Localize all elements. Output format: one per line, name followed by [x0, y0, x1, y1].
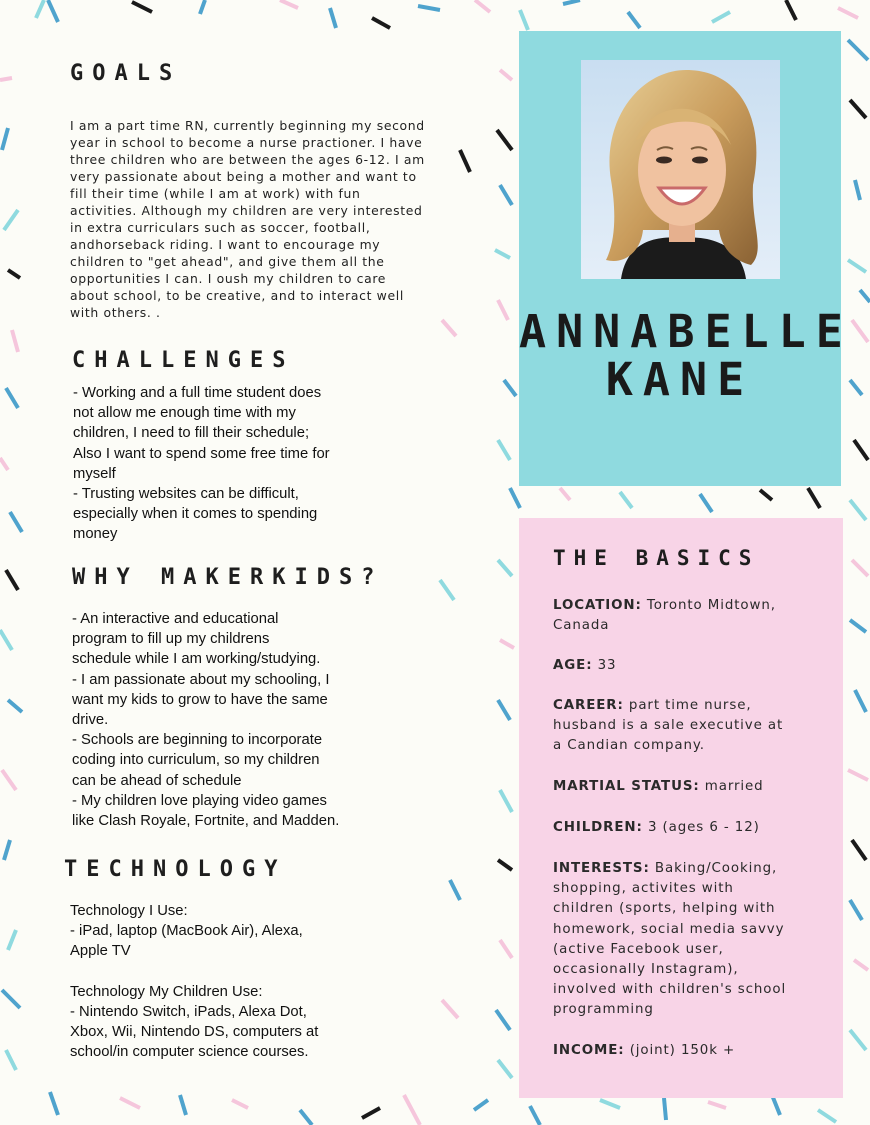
- confetti-sprinkle: [12, 330, 18, 352]
- confetti-sprinkle: [854, 960, 868, 970]
- confetti-sprinkle: [848, 260, 866, 272]
- income-field: INCOME: (joint) 150k +: [553, 1043, 736, 1058]
- goals-heading: GOALS: [70, 61, 182, 86]
- confetti-sprinkle: [563, 0, 580, 4]
- challenges-text: - Working and a full time student does not allow me enough time with my children, I need to fill their schedule; Also I want to spend some free time for myself - Trusting websites can be difficult, especially when it comes to spending money: [73, 385, 330, 543]
- confetti-sprinkle: [620, 492, 632, 508]
- confetti-sprinkle: [850, 100, 866, 118]
- confetti-sprinkle: [48, 0, 58, 22]
- confetti-sprinkle: [498, 860, 512, 870]
- confetti-sprinkle: [854, 440, 868, 460]
- field-label: MARTIAL STATUS:: [553, 779, 700, 794]
- field-label: AGE:: [553, 658, 593, 673]
- confetti-sprinkle: [442, 1000, 458, 1018]
- confetti-sprinkle: [855, 690, 866, 712]
- field-label: CAREER:: [553, 698, 624, 713]
- confetti-sprinkle: [772, 1095, 780, 1115]
- confetti-sprinkle: [362, 1108, 380, 1118]
- confetti-sprinkle: [500, 185, 512, 205]
- field-label: LOCATION:: [553, 598, 642, 613]
- confetti-sprinkle: [560, 488, 570, 500]
- confetti-sprinkle: [36, 0, 44, 18]
- confetti-sprinkle: [460, 150, 470, 172]
- confetti-sprinkle: [852, 560, 868, 576]
- confetti-sprinkle: [300, 1110, 312, 1125]
- confetti-sprinkle: [860, 290, 870, 302]
- confetti-sprinkle: [6, 1050, 16, 1070]
- confetti-sprinkle: [496, 1010, 510, 1030]
- confetti-sprinkle: [850, 1030, 866, 1050]
- confetti-sprinkle: [712, 12, 730, 22]
- challenges-heading: CHALLENGES: [72, 348, 295, 373]
- confetti-sprinkle: [2, 770, 16, 790]
- confetti-sprinkle: [475, 0, 490, 12]
- confetti-sprinkle: [852, 840, 866, 860]
- confetti-sprinkle: [8, 930, 16, 950]
- confetti-sprinkle: [498, 440, 510, 460]
- confetti-sprinkle: [530, 1106, 540, 1125]
- confetti-sprinkle: [664, 1098, 666, 1120]
- confetti-sprinkle: [600, 1100, 620, 1108]
- confetti-sprinkle: [786, 0, 796, 20]
- confetti-sprinkle: [2, 128, 8, 150]
- confetti-sprinkle: [8, 270, 20, 278]
- profile-photo: [581, 60, 780, 279]
- marital-status-field: MARTIAL STATUS: married: [553, 779, 764, 794]
- first-name: ANNABELLE: [519, 305, 853, 358]
- confetti-sprinkle: [180, 1095, 186, 1115]
- confetti-sprinkle: [474, 1100, 488, 1110]
- children-field: CHILDREN: 3 (ages 6 - 12): [553, 820, 760, 835]
- confetti-sprinkle: [440, 580, 454, 600]
- confetti-sprinkle: [848, 40, 868, 60]
- confetti-sprinkle: [498, 1060, 512, 1078]
- confetti-sprinkle: [852, 320, 868, 342]
- confetti-sprinkle: [0, 630, 12, 650]
- confetti-sprinkle: [372, 18, 390, 28]
- confetti-sprinkle: [500, 640, 514, 648]
- technology-heading: TECHNOLOGY: [64, 857, 287, 882]
- confetti-sprinkle: [708, 1102, 726, 1108]
- confetti-sprinkle: [760, 490, 772, 500]
- confetti-sprinkle: [495, 250, 510, 258]
- why-makerkids-text: - An interactive and educational program to fill up my childrens schedule while I am working/studying. - I am passionate about my schooling, I want my kids to grow to have the same drive. - Schools are beginning to incorporate coding into curriculum, so my children can be ahead of schedule - My children love playing video games like Clash Royale, Fortnite, and Madden.: [72, 611, 340, 830]
- confetti-sprinkle: [848, 770, 868, 780]
- profile-card: [519, 31, 853, 486]
- confetti-sprinkle: [850, 500, 866, 520]
- confetti-sprinkle: [200, 0, 205, 14]
- technology-text: Technology I Use: - iPad, laptop (MacBook Air), Alexa, Apple TV Technology My Children Use: - Nintendo Switch, iPads, Alexa Dot, Xbox, Wii, Nintendo DS, computers at school/in computer science courses.: [70, 903, 319, 1061]
- confetti-sprinkle: [855, 180, 860, 200]
- confetti-sprinkle: [8, 700, 22, 712]
- field-label: CHILDREN:: [553, 820, 643, 835]
- confetti-sprinkle: [500, 790, 512, 812]
- confetti-sprinkle: [498, 700, 510, 720]
- confetti-sprinkle: [6, 388, 18, 408]
- confetti-sprinkle: [418, 6, 440, 10]
- basics-heading: THE BASICS: [553, 546, 760, 570]
- confetti-sprinkle: [808, 488, 820, 508]
- confetti-sprinkle: [838, 8, 858, 18]
- confetti-sprinkle: [232, 1100, 248, 1108]
- confetti-sprinkle: [280, 0, 298, 8]
- field-label: INTERESTS:: [553, 861, 650, 876]
- confetti-sprinkle: [498, 300, 508, 320]
- confetti-sprinkle: [850, 900, 862, 920]
- confetti-sprinkle: [510, 488, 520, 508]
- confetti-sprinkle: [10, 512, 22, 532]
- confetti-sprinkle: [628, 12, 640, 28]
- confetti-sprinkle: [504, 380, 516, 396]
- confetti-sprinkle: [4, 210, 18, 230]
- confetti-sprinkle: [404, 1095, 420, 1125]
- interests-field: INTERESTS: Baking/Cooking, shopping, activites with children (sports, helping with homework, social media savvy (active Facebook user, occasionally Instagram), involved with children's school programming: [553, 861, 787, 1018]
- confetti-sprinkle: [500, 70, 512, 80]
- basics-card: [519, 518, 843, 1098]
- confetti-sprinkle: [2, 990, 20, 1008]
- field-label: INCOME:: [553, 1043, 625, 1058]
- age-field: AGE: 33: [553, 658, 617, 673]
- confetti-sprinkle: [498, 560, 512, 576]
- confetti-sprinkle: [6, 570, 18, 590]
- confetti-sprinkle: [4, 840, 10, 860]
- location-field: LOCATION: Toronto Midtown, Canada: [553, 598, 776, 634]
- confetti-sprinkle: [0, 78, 12, 80]
- confetti-sprinkle: [497, 130, 512, 150]
- confetti-sprinkle: [450, 880, 460, 900]
- confetti-sprinkle: [50, 1092, 58, 1115]
- confetti-sprinkle: [700, 494, 712, 512]
- why-makerkids-heading: WHY MAKERKIDS?: [72, 565, 384, 590]
- confetti-sprinkle: [442, 320, 456, 336]
- confetti-sprinkle: [818, 1110, 836, 1122]
- last-name: KANE: [605, 353, 755, 406]
- confetti-sprinkle: [850, 620, 866, 632]
- confetti-sprinkle: [120, 1098, 140, 1108]
- confetti-sprinkle: [132, 2, 152, 12]
- confetti-sprinkle: [0, 458, 8, 470]
- career-field: CAREER: part time nurse, husband is a sale executive at a Candian company.: [553, 698, 784, 754]
- confetti-sprinkle: [520, 10, 528, 30]
- confetti-sprinkle: [500, 940, 512, 958]
- confetti-sprinkle: [850, 380, 862, 395]
- goals-text: I am a part time RN, currently beginning my second year in school to become a nurse practioner. I have three children who are between the ages 6-12. I am very passionate about being a mother and want to fill their time (while I am at work) with fun activities. Although my children are very interested in extra curriculars such as soccer, football, andhorseback riding. I want to encourage my children to "get ahead", and give them all the opportunities I can. I oush my children to care about school, to be creative, and to interact well with others. .: [70, 118, 425, 320]
- confetti-sprinkle: [330, 8, 336, 28]
